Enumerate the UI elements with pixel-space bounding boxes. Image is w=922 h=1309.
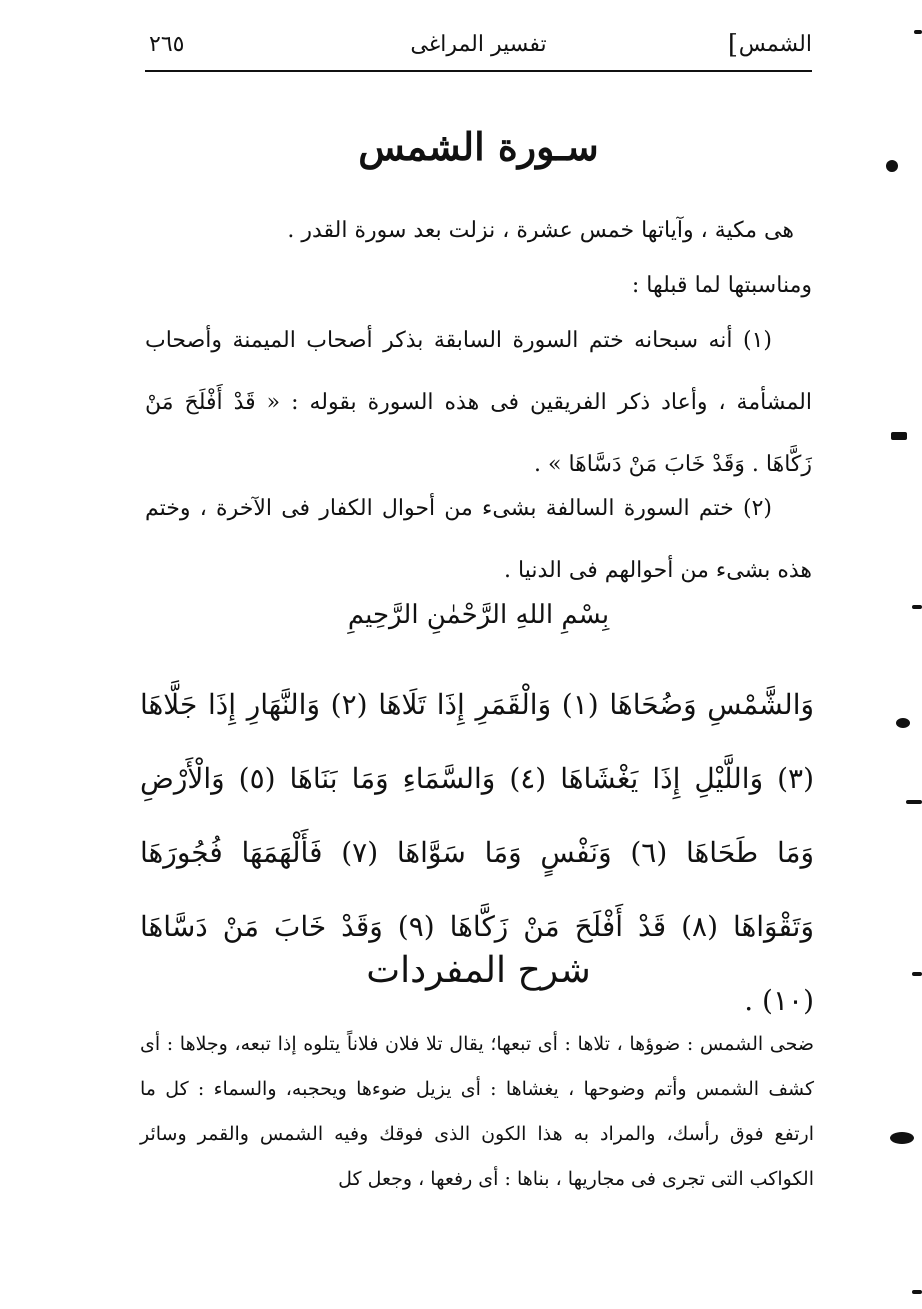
scan-mark <box>891 432 907 440</box>
scan-mark <box>886 160 898 172</box>
scan-mark <box>912 605 922 609</box>
intro-paragraph-1: هى مكية ، وآياتها خمس عشرة ، نزلت بعد سورة القدر . <box>287 218 794 243</box>
vocabulary-explanation: ضحى الشمس : ضوؤها ، تلاها : أى تبعها؛ يقال تلا فلان فلاناً يتلوه إذا تبعه، وجلاها : أى كشف الشمس وأتم وضوحها ، يغشاها : أى يزيل ضوءها ويحجبه، والسماء : كل ما ارتفع فوق رأسك، والمراد به هذا الكون الذى فوقك وفيه الشمس والقمر وسائر الكواكب التى تجرى فى مجاريها ، بناها : أى رفعها ، وجعل كل <box>140 1033 814 1190</box>
intro-paragraph-4: (٢) ختم السورة السالفة بشىء من أحوال الكفار فى الآخرة ، وختم هذه بشىء من أحوالهم فى الدنيا . <box>145 496 812 583</box>
intro-paragraph-2: ومناسبتها لما قبلها : <box>631 273 812 298</box>
scan-mark <box>912 1290 922 1294</box>
scan-mark <box>896 718 910 728</box>
section-title: شرح المفردات <box>366 950 591 991</box>
header-book-title: تفسير المراغى <box>410 32 547 57</box>
scan-mark <box>914 30 922 34</box>
intro-paragraph-3: (١) أنه سبحانه ختم السورة السابقة بذكر أصحاب الميمنة وأصحاب المشأمة ، وأعاد ذكر الفريقين فى هذه السورة بقوله : « قَدْ أَفْلَحَ مَنْ زَكَّاهَا . وَقَدْ خَابَ مَنْ دَسَّاهَا » . <box>145 328 812 477</box>
surah-title: سـورة الشمس <box>358 124 599 169</box>
header-surah-name: الشمس <box>738 32 812 57</box>
header-bracket: ] <box>727 30 738 60</box>
running-header <box>145 28 812 72</box>
basmala: بِسْمِ اللهِ الرَّحْمٰنِ الرَّحِيمِ <box>347 600 610 630</box>
page-number: ٢٦٥ <box>149 32 185 57</box>
scan-mark <box>890 1132 914 1144</box>
scan-mark <box>912 972 922 976</box>
quran-verses: وَالشَّمْسِ وَضُحَاهَا (١) وَالْقَمَرِ إِذَا تَلَاهَا (٢) وَالنَّهَارِ إِذَا جَلَّاهَا (٣) وَاللَّيْلِ إِذَا يَغْشَاهَا (٤) وَالسَّمَاءِ وَمَا بَنَاهَا (٥) وَالْأَرْضِ وَمَا طَحَاهَا (٦) وَنَفْسٍ وَمَا سَوَّاهَا (٧) فَأَلْهَمَهَا فُجُورَهَا وَتَقْوَاهَا (٨) قَدْ أَفْلَحَ مَنْ زَكَّاهَا (٩) وَقَدْ خَابَ مَنْ دَسَّاهَا (١٠) . <box>140 688 814 1017</box>
scan-mark <box>906 800 922 804</box>
